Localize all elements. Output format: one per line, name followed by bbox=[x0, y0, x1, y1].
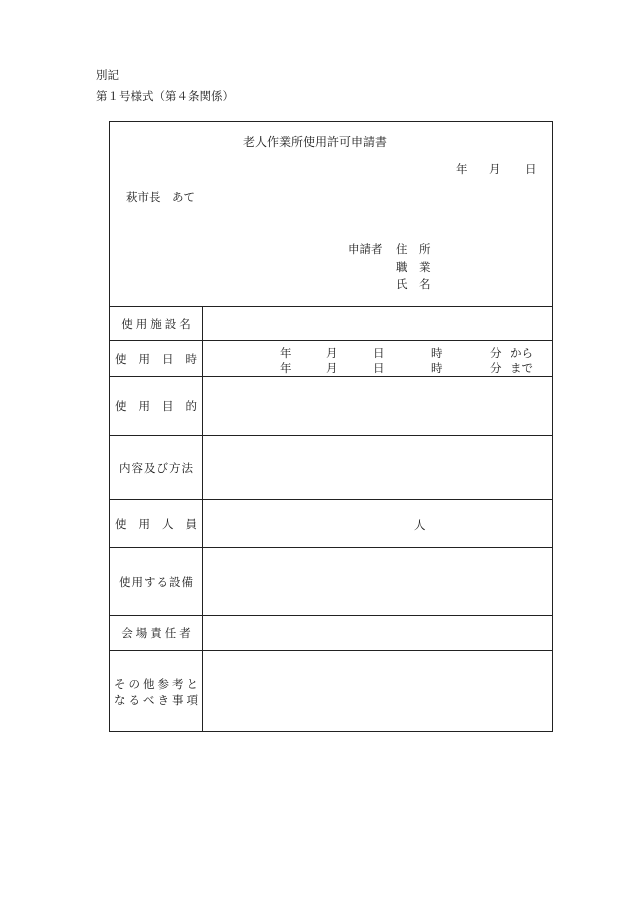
from-suffix: から bbox=[510, 346, 533, 360]
equipment-field[interactable] bbox=[203, 548, 552, 615]
date-month[interactable]: 月 bbox=[489, 162, 501, 176]
from-year[interactable]: 年 bbox=[280, 346, 292, 360]
applicant-address-label: 住 所 bbox=[396, 242, 431, 256]
people-unit: 人 bbox=[414, 518, 426, 532]
from-month[interactable]: 月 bbox=[326, 346, 338, 360]
addressee: 萩市長 あて bbox=[126, 190, 195, 204]
facility-field[interactable] bbox=[203, 307, 552, 340]
to-suffix: まで bbox=[510, 361, 533, 375]
content-field[interactable] bbox=[203, 436, 552, 499]
manager-label: 会場責任者 bbox=[121, 626, 194, 640]
form-title: 老人作業所使用許可申請書 bbox=[242, 135, 387, 149]
to-day[interactable]: 日 bbox=[373, 361, 385, 375]
people-label: 使用人員 bbox=[115, 516, 209, 531]
datetime-label: 使用日時 bbox=[115, 351, 209, 366]
applicant-occupation-label: 職 業 bbox=[396, 260, 431, 274]
equipment-label: 使用する設備 bbox=[119, 574, 194, 589]
manager-field[interactable] bbox=[203, 616, 552, 650]
form-number: 第１号様式（第４条関係） bbox=[96, 89, 234, 103]
to-hour[interactable]: 時 bbox=[431, 361, 443, 375]
notes-field[interactable] bbox=[203, 651, 552, 731]
from-minute[interactable]: 分 bbox=[490, 346, 502, 360]
applicant-name-label: 氏 名 bbox=[396, 277, 431, 291]
date-day[interactable]: 日 bbox=[525, 162, 537, 176]
to-month[interactable]: 月 bbox=[326, 361, 338, 375]
facility-label: 使用施設名 bbox=[121, 316, 194, 331]
content-label: 内容及び方法 bbox=[119, 460, 194, 475]
people-field[interactable] bbox=[203, 500, 552, 547]
date-year[interactable]: 年 bbox=[456, 162, 468, 176]
from-day[interactable]: 日 bbox=[373, 346, 385, 360]
applicant-prefix: 申請者 bbox=[348, 242, 383, 256]
appendix-label: 別記 bbox=[96, 68, 119, 82]
to-year[interactable]: 年 bbox=[280, 361, 292, 375]
to-minute[interactable]: 分 bbox=[490, 361, 502, 375]
purpose-field[interactable] bbox=[203, 377, 552, 435]
notes-label: その他参考と なるべき事項 bbox=[114, 676, 201, 707]
purpose-label: 使用目的 bbox=[115, 399, 209, 413]
from-hour[interactable]: 時 bbox=[431, 346, 443, 360]
